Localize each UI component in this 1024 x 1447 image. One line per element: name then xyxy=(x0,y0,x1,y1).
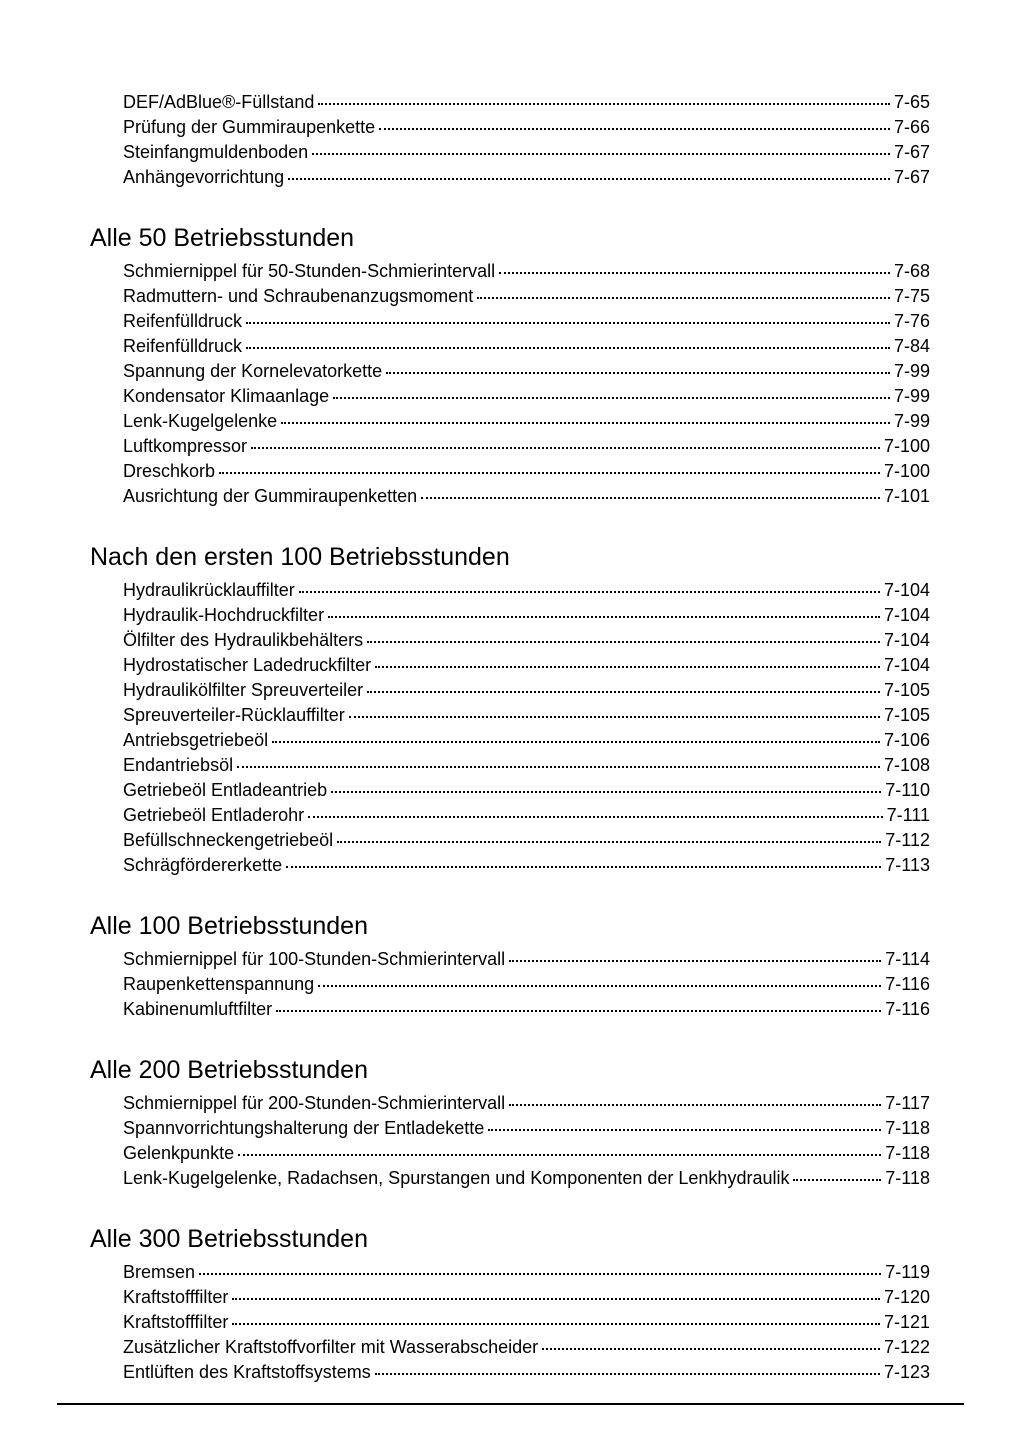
toc-entry-title: Ausrichtung der Gummiraupenketten xyxy=(123,486,418,506)
toc-entry[interactable] xyxy=(123,165,930,190)
dot-leader xyxy=(219,472,880,474)
toc-entry[interactable] xyxy=(123,334,930,359)
dot-leader xyxy=(281,422,890,424)
dot-leader xyxy=(328,616,880,618)
dot-leader xyxy=(542,1348,880,1350)
dot-leader xyxy=(375,666,880,668)
toc-entry-title: Bremsen xyxy=(123,1262,196,1282)
toc-entry[interactable] xyxy=(123,1335,930,1360)
dot-leader xyxy=(509,1104,881,1106)
toc-entry-title: Entlüften des Kraftstoffsystems xyxy=(123,1362,371,1382)
toc-entry[interactable] xyxy=(123,947,930,972)
section-entries xyxy=(123,578,930,878)
section-heading: Nach den ersten 100 Betriebsstunden xyxy=(90,543,510,571)
toc-entry[interactable] xyxy=(123,1141,930,1166)
toc-entry-title: Antriebsgetriebeöl xyxy=(123,730,269,750)
toc-entry-title: Hydraulikrücklauffilter xyxy=(123,580,295,600)
toc-entry-page-number: 7-67 xyxy=(893,167,930,187)
toc-entry-page-number: 7-100 xyxy=(883,461,930,481)
toc-entry[interactable] xyxy=(123,653,930,678)
toc-entry-title: Schmiernippel für 100-Stunden-Schmierintervall xyxy=(123,949,506,969)
toc-entry-page-number: 7-104 xyxy=(883,580,930,600)
toc-entry[interactable] xyxy=(123,753,930,778)
toc-entry[interactable] xyxy=(123,484,930,509)
toc-entry[interactable] xyxy=(123,728,930,753)
section-entries xyxy=(123,1260,930,1385)
toc-entry[interactable] xyxy=(123,1091,930,1116)
dot-leader xyxy=(318,103,890,105)
dot-leader xyxy=(232,1323,880,1325)
toc-entry-page-number: 7-68 xyxy=(893,261,930,281)
toc-entry-title: Schmiernippel für 200-Stunden-Schmierintervall xyxy=(123,1093,506,1113)
toc-entry-page-number: 7-116 xyxy=(885,999,930,1019)
toc-entry-title: Raupenkettenspannung xyxy=(123,974,315,994)
dot-leader xyxy=(232,1298,880,1300)
toc-entry[interactable] xyxy=(123,1166,930,1191)
toc-entry-title: Endantriebsöl xyxy=(123,755,234,775)
toc-entry[interactable] xyxy=(123,409,930,434)
toc-entry-page-number: 7-99 xyxy=(893,386,930,406)
dot-leader xyxy=(312,153,890,155)
toc-entry[interactable] xyxy=(123,359,930,384)
toc-entry[interactable] xyxy=(123,972,930,997)
toc-entry-title: Reifenfülldruck xyxy=(123,311,243,331)
toc-entry-title: Gelenkpunkte xyxy=(123,1143,235,1163)
toc-entry-page-number: 7-75 xyxy=(893,286,930,306)
toc-entry-page-number: 7-99 xyxy=(893,361,930,381)
toc-entry-title: Prüfung der Gummiraupenkette xyxy=(123,117,376,137)
dot-leader xyxy=(386,372,890,374)
toc-entry-page-number: 7-114 xyxy=(885,949,930,969)
toc-entry-page-number: 7-104 xyxy=(883,605,930,625)
toc-section xyxy=(90,1056,930,1191)
toc-entry-title: Spannung der Kornelevatorkette xyxy=(123,361,383,381)
dot-leader xyxy=(288,178,890,180)
dot-leader xyxy=(379,128,890,130)
toc-entry[interactable] xyxy=(123,434,930,459)
dot-leader xyxy=(272,741,880,743)
toc-entry-page-number: 7-123 xyxy=(883,1362,930,1382)
toc-entry[interactable] xyxy=(123,578,930,603)
section-entries xyxy=(123,947,930,1022)
toc-entry[interactable] xyxy=(123,803,930,828)
dot-leader xyxy=(375,1373,880,1375)
toc-entry[interactable] xyxy=(123,628,930,653)
dot-leader xyxy=(337,841,881,843)
section-entries xyxy=(123,1091,930,1191)
dot-leader xyxy=(276,1010,881,1012)
dot-leader xyxy=(367,691,880,693)
toc-entry[interactable] xyxy=(123,1260,930,1285)
toc-section xyxy=(90,1225,930,1385)
toc-section xyxy=(90,543,930,878)
toc-entry-title: Ölfilter des Hydraulikbehälters xyxy=(123,630,364,650)
dot-leader xyxy=(793,1179,881,1181)
toc-entry-title: Dreschkorb xyxy=(123,461,216,481)
toc-entry-page-number: 7-65 xyxy=(893,92,930,112)
toc-entry-title: Luftkompressor xyxy=(123,436,248,456)
dot-leader xyxy=(333,397,890,399)
toc-entry-page-number: 7-118 xyxy=(885,1143,930,1163)
dot-leader xyxy=(318,985,881,987)
toc-entry-title: Spreuverteiler-Rücklauffilter xyxy=(123,705,345,725)
toc-entry-title: Kondensator Klimaanlage xyxy=(123,386,330,406)
dot-leader xyxy=(488,1129,881,1131)
toc-entry[interactable] xyxy=(123,1310,930,1335)
toc-entry-title: Lenk-Kugelgelenke xyxy=(123,411,278,431)
toc-entry-page-number: 7-76 xyxy=(893,311,930,331)
toc-entry-page-number: 7-117 xyxy=(885,1093,930,1113)
toc-entry-title: Schmiernippel für 50-Stunden-Schmierintervall xyxy=(123,261,496,281)
dot-leader xyxy=(246,322,890,324)
section-heading: Alle 100 Betriebsstunden xyxy=(90,912,368,940)
dot-leader xyxy=(238,1154,881,1156)
toc-entry-page-number: 7-108 xyxy=(883,755,930,775)
toc-entry-page-number: 7-66 xyxy=(893,117,930,137)
toc-entry-page-number: 7-110 xyxy=(885,780,930,800)
toc-entry[interactable] xyxy=(123,778,930,803)
toc-entry[interactable] xyxy=(123,997,930,1022)
toc-entry-title: Getriebeöl Entladeantrieb xyxy=(123,780,328,800)
section-entries xyxy=(123,259,930,509)
toc-entry-title: Befüllschneckengetriebeöl xyxy=(123,830,334,850)
toc-entry[interactable] xyxy=(123,1360,930,1385)
dot-leader xyxy=(308,816,883,818)
toc-entry-page-number: 7-116 xyxy=(885,974,930,994)
toc-entry[interactable] xyxy=(123,459,930,484)
toc-entry-page-number: 7-104 xyxy=(883,630,930,650)
toc-section xyxy=(90,912,930,1022)
toc-entry[interactable] xyxy=(123,284,930,309)
toc-entry-page-number: 7-67 xyxy=(893,142,930,162)
toc-entry-page-number: 7-99 xyxy=(893,411,930,431)
toc-entry-title: Zusätzlicher Kraftstoffvorfilter mit Wasserabscheider xyxy=(123,1337,539,1357)
section-entries xyxy=(123,90,930,190)
toc-entry-title: Kraftstofffilter xyxy=(123,1312,229,1332)
toc-entry-title: Steinfangmuldenboden xyxy=(123,142,309,162)
dot-leader xyxy=(237,766,880,768)
section-heading: Alle 300 Betriebsstunden xyxy=(90,1225,368,1253)
toc-entry-page-number: 7-113 xyxy=(885,855,930,875)
dot-leader xyxy=(509,960,881,962)
toc-entry-page-number: 7-118 xyxy=(885,1118,930,1138)
toc-entry-title: Radmuttern- und Schraubenanzugsmoment xyxy=(123,286,474,306)
dot-leader xyxy=(367,641,880,643)
dot-leader xyxy=(349,716,880,718)
dot-leader xyxy=(251,447,880,449)
toc-entry[interactable] xyxy=(123,259,930,284)
dot-leader xyxy=(499,272,890,274)
toc-entry-page-number: 7-105 xyxy=(883,705,930,725)
toc-entry-page-number: 7-118 xyxy=(885,1168,930,1188)
toc-entry-page-number: 7-100 xyxy=(883,436,930,456)
toc-entry-page-number: 7-122 xyxy=(883,1337,930,1357)
toc-entry-title: Reifenfülldruck xyxy=(123,336,243,356)
toc-entry[interactable] xyxy=(123,853,930,878)
toc-entry-title: Spannvorrichtungshalterung der Entladekette xyxy=(123,1118,485,1138)
toc-entry-page-number: 7-120 xyxy=(883,1287,930,1307)
toc-entry-title: Schrägfördererkette xyxy=(123,855,283,875)
toc-entry[interactable] xyxy=(123,115,930,140)
toc-entry[interactable] xyxy=(123,140,930,165)
toc-entry-page-number: 7-101 xyxy=(883,486,930,506)
toc-entry-page-number: 7-105 xyxy=(883,680,930,700)
dot-leader xyxy=(246,347,890,349)
toc-entry[interactable] xyxy=(123,703,930,728)
toc-entry[interactable] xyxy=(123,309,930,334)
toc-entry-title: Hydraulikölfilter Spreuverteiler xyxy=(123,680,364,700)
table-of-contents xyxy=(90,90,930,1385)
toc-entry-title: Kabinenumluftfilter xyxy=(123,999,273,1019)
toc-entry[interactable] xyxy=(123,90,930,115)
toc-entry-page-number: 7-84 xyxy=(893,336,930,356)
section-heading: Alle 200 Betriebsstunden xyxy=(90,1056,368,1084)
toc-entry-page-number: 7-106 xyxy=(883,730,930,750)
toc-entry[interactable] xyxy=(123,384,930,409)
dot-leader xyxy=(199,1273,881,1275)
toc-entry-page-number: 7-112 xyxy=(885,830,930,850)
footer-divider xyxy=(57,1403,964,1405)
toc-entry[interactable] xyxy=(123,678,930,703)
toc-entry-title: DEF/AdBlue®-Füllstand xyxy=(123,92,315,112)
dot-leader xyxy=(477,297,890,299)
toc-entry-page-number: 7-111 xyxy=(886,805,930,825)
toc-section xyxy=(90,224,930,509)
toc-entry-title: Getriebeöl Entladerohr xyxy=(123,805,305,825)
dot-leader xyxy=(331,791,881,793)
toc-entry[interactable] xyxy=(123,603,930,628)
toc-entry[interactable] xyxy=(123,828,930,853)
toc-entry-page-number: 7-119 xyxy=(885,1262,930,1282)
toc-entry[interactable] xyxy=(123,1285,930,1310)
dot-leader xyxy=(286,866,881,868)
toc-entry-page-number: 7-121 xyxy=(883,1312,930,1332)
toc-entry-title: Hydraulik-Hochdruckfilter xyxy=(123,605,325,625)
toc-entry[interactable] xyxy=(123,1116,930,1141)
dot-leader xyxy=(421,497,880,499)
section-heading: Alle 50 Betriebsstunden xyxy=(90,224,355,252)
toc-entry-title: Hydrostatischer Ladedruckfilter xyxy=(123,655,372,675)
toc-section xyxy=(90,90,930,190)
toc-entry-title: Kraftstofffilter xyxy=(123,1287,229,1307)
toc-entry-title: Anhängevorrichtung xyxy=(123,167,285,187)
toc-entry-page-number: 7-104 xyxy=(883,655,930,675)
dot-leader xyxy=(299,591,880,593)
toc-entry-title: Lenk-Kugelgelenke, Radachsen, Spurstangen und Komponenten der Lenkhydraulik xyxy=(123,1168,790,1188)
